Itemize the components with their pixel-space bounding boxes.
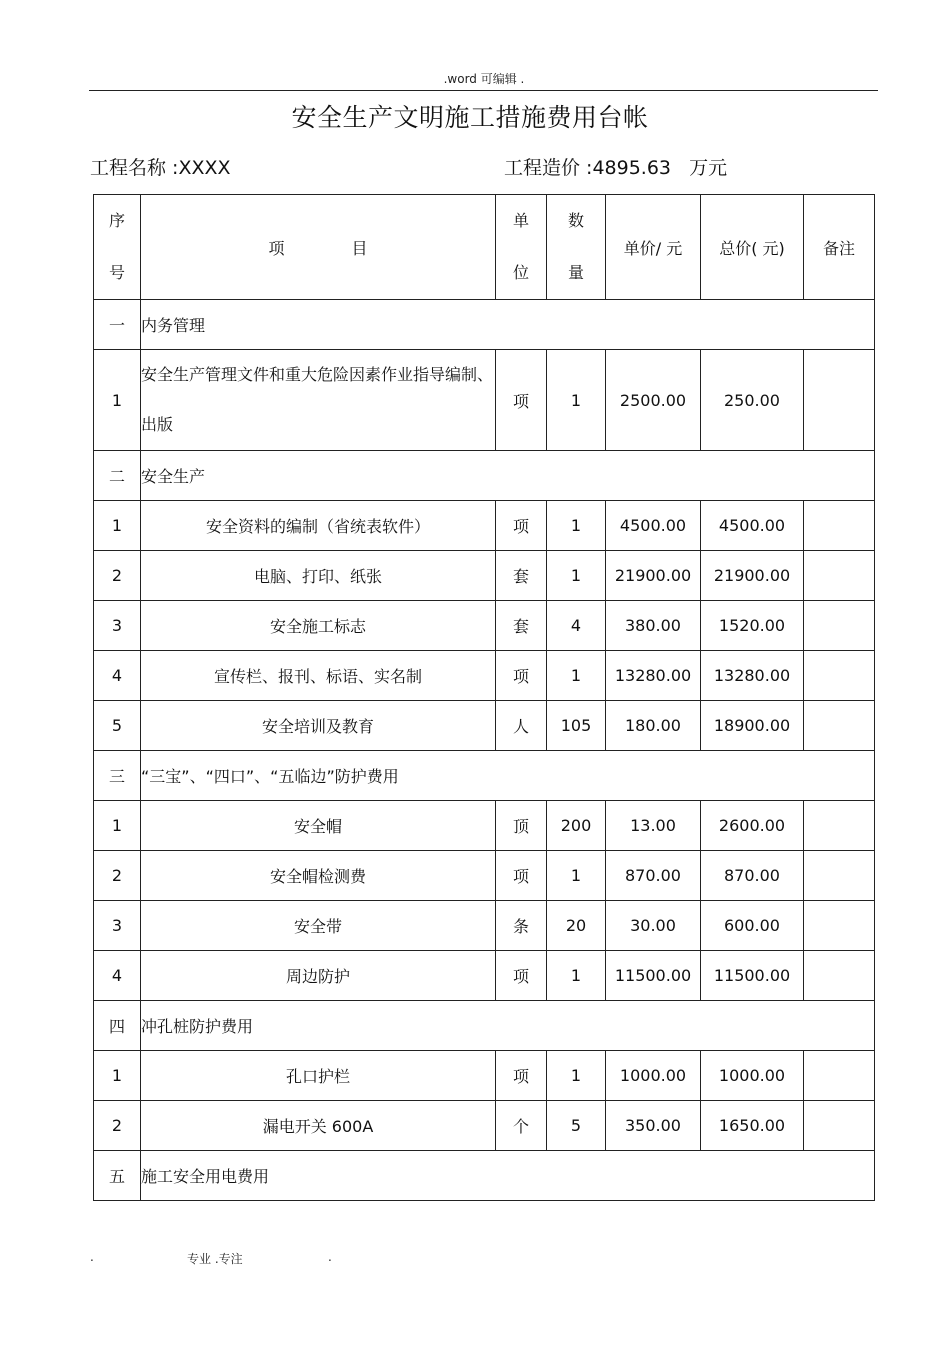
table-row: [94, 1051, 875, 1101]
row-total: 600.00: [701, 901, 804, 951]
row-unit: 项: [496, 651, 547, 701]
row-unit: 条: [496, 901, 547, 951]
row-total: 1650.00: [701, 1101, 804, 1151]
row-unit: 项: [496, 501, 547, 551]
header-total: 总价( 元): [701, 195, 804, 300]
row-unit: 项: [496, 951, 547, 1001]
row-unit: 项: [496, 350, 547, 451]
row-total: 13280.00: [701, 651, 804, 701]
row-seq: 1: [94, 1051, 141, 1101]
row-item: 漏电开关 600A: [141, 1101, 496, 1151]
row-unit: 人: [496, 701, 547, 751]
document-title: 安全生产文明施工措施费用台帐: [291, 103, 649, 132]
row-seq: 2: [94, 1101, 141, 1151]
row-note: [804, 951, 875, 1001]
row-item: 电脑、打印、纸张: [141, 551, 496, 601]
row-total: 21900.00: [701, 551, 804, 601]
row-total: 11500.00: [701, 951, 804, 1001]
row-note: [804, 851, 875, 901]
row-note: [804, 901, 875, 951]
row-item: 安全帽: [141, 801, 496, 851]
row-price: 13.00: [606, 801, 701, 851]
row-note: [804, 801, 875, 851]
row-note: [804, 551, 875, 601]
row-total: 1520.00: [701, 601, 804, 651]
row-total: 250.00: [701, 350, 804, 451]
header-rule: [89, 90, 878, 91]
header-unit: 单位: [496, 195, 547, 300]
row-item: 安全培训及教育: [141, 701, 496, 751]
header-item: 项 目: [141, 195, 496, 300]
footer-right-dot: .: [328, 1250, 332, 1264]
row-qty: 1: [547, 501, 606, 551]
row-item: 孔口护栏: [141, 1051, 496, 1101]
row-seq: 1: [94, 501, 141, 551]
section-seq: 一: [94, 300, 141, 350]
row-total: 2600.00: [701, 801, 804, 851]
row-seq: 1: [94, 801, 141, 851]
row-price: 380.00: [606, 601, 701, 651]
footer-left-dot: .: [90, 1250, 94, 1264]
header-qty: 数量: [547, 195, 606, 300]
section-seq: 五: [94, 1151, 141, 1201]
table-row: [94, 601, 875, 651]
row-qty: 1: [547, 551, 606, 601]
section-row: [94, 1001, 875, 1051]
row-note: [804, 651, 875, 701]
row-unit: 项: [496, 1051, 547, 1101]
row-note: [804, 350, 875, 451]
row-seq: 4: [94, 951, 141, 1001]
row-seq: 2: [94, 851, 141, 901]
row-price: 13280.00: [606, 651, 701, 701]
row-total: 4500.00: [701, 501, 804, 551]
row-item: 安全生产管理文件和重大危险因素作业指导编制、出版: [141, 350, 496, 451]
table-header-row: [94, 195, 875, 300]
row-qty: 105: [547, 701, 606, 751]
row-qty: 20: [547, 901, 606, 951]
table-row: [94, 651, 875, 701]
header-note: 备注: [804, 195, 875, 300]
row-seq: 3: [94, 601, 141, 651]
row-qty: 1: [547, 651, 606, 701]
row-qty: 200: [547, 801, 606, 851]
section-row: [94, 451, 875, 501]
header-seq: 序号: [94, 195, 141, 300]
row-price: 21900.00: [606, 551, 701, 601]
table-row: [94, 701, 875, 751]
section-name: “三宝”、“四口”、“五临边”防护费用: [141, 751, 875, 801]
row-price: 180.00: [606, 701, 701, 751]
footer-text: 专业 .专注: [187, 1252, 243, 1266]
section-name: 内务管理: [141, 300, 875, 350]
row-total: 18900.00: [701, 701, 804, 751]
section-seq: 四: [94, 1001, 141, 1051]
section-name: 施工安全用电费用: [141, 1151, 875, 1201]
row-note: [804, 501, 875, 551]
row-unit: 项: [496, 851, 547, 901]
table-row: [94, 851, 875, 901]
table-row: [94, 551, 875, 601]
row-qty: 1: [547, 1051, 606, 1101]
row-seq: 4: [94, 651, 141, 701]
table-row: [94, 901, 875, 951]
row-seq: 2: [94, 551, 141, 601]
project-name: 工程名称 :XXXX: [90, 157, 231, 179]
row-item: 安全施工标志: [141, 601, 496, 651]
row-unit: 顶: [496, 801, 547, 851]
section-name: 冲孔桩防护费用: [141, 1001, 875, 1051]
row-total: 870.00: [701, 851, 804, 901]
row-item: 周边防护: [141, 951, 496, 1001]
section-row: [94, 751, 875, 801]
row-seq: 3: [94, 901, 141, 951]
header-unit-price: 单价/ 元: [606, 195, 701, 300]
row-item: 安全资料的编制（省统表软件）: [141, 501, 496, 551]
section-name: 安全生产: [141, 451, 875, 501]
table-row: [94, 501, 875, 551]
row-item: 安全帽检测费: [141, 851, 496, 901]
section-row: [94, 300, 875, 350]
row-price: 350.00: [606, 1101, 701, 1151]
row-qty: 5: [547, 1101, 606, 1151]
table-row: [94, 951, 875, 1001]
row-qty: 1: [547, 350, 606, 451]
row-unit: 套: [496, 551, 547, 601]
header-note: .word 可编辑 .: [443, 72, 525, 86]
section-seq: 二: [94, 451, 141, 501]
row-note: [804, 601, 875, 651]
section-row: [94, 1151, 875, 1201]
row-note: [804, 1051, 875, 1101]
row-price: 870.00: [606, 851, 701, 901]
ledger-table: [93, 194, 875, 1201]
project-cost: 工程造价 :4895.63 万元: [504, 157, 728, 179]
row-price: 2500.00: [606, 350, 701, 451]
table-row: [94, 350, 875, 451]
row-note: [804, 701, 875, 751]
row-item: 安全带: [141, 901, 496, 951]
row-qty: 1: [547, 851, 606, 901]
row-price: 1000.00: [606, 1051, 701, 1101]
row-price: 4500.00: [606, 501, 701, 551]
row-unit: 套: [496, 601, 547, 651]
row-qty: 4: [547, 601, 606, 651]
row-price: 30.00: [606, 901, 701, 951]
row-unit: 个: [496, 1101, 547, 1151]
row-price: 11500.00: [606, 951, 701, 1001]
row-qty: 1: [547, 951, 606, 1001]
row-seq: 5: [94, 701, 141, 751]
table-row: [94, 801, 875, 851]
row-total: 1000.00: [701, 1051, 804, 1101]
row-seq: 1: [94, 350, 141, 451]
row-note: [804, 1101, 875, 1151]
table-row: [94, 1101, 875, 1151]
section-seq: 三: [94, 751, 141, 801]
row-item: 宣传栏、报刊、标语、实名制: [141, 651, 496, 701]
